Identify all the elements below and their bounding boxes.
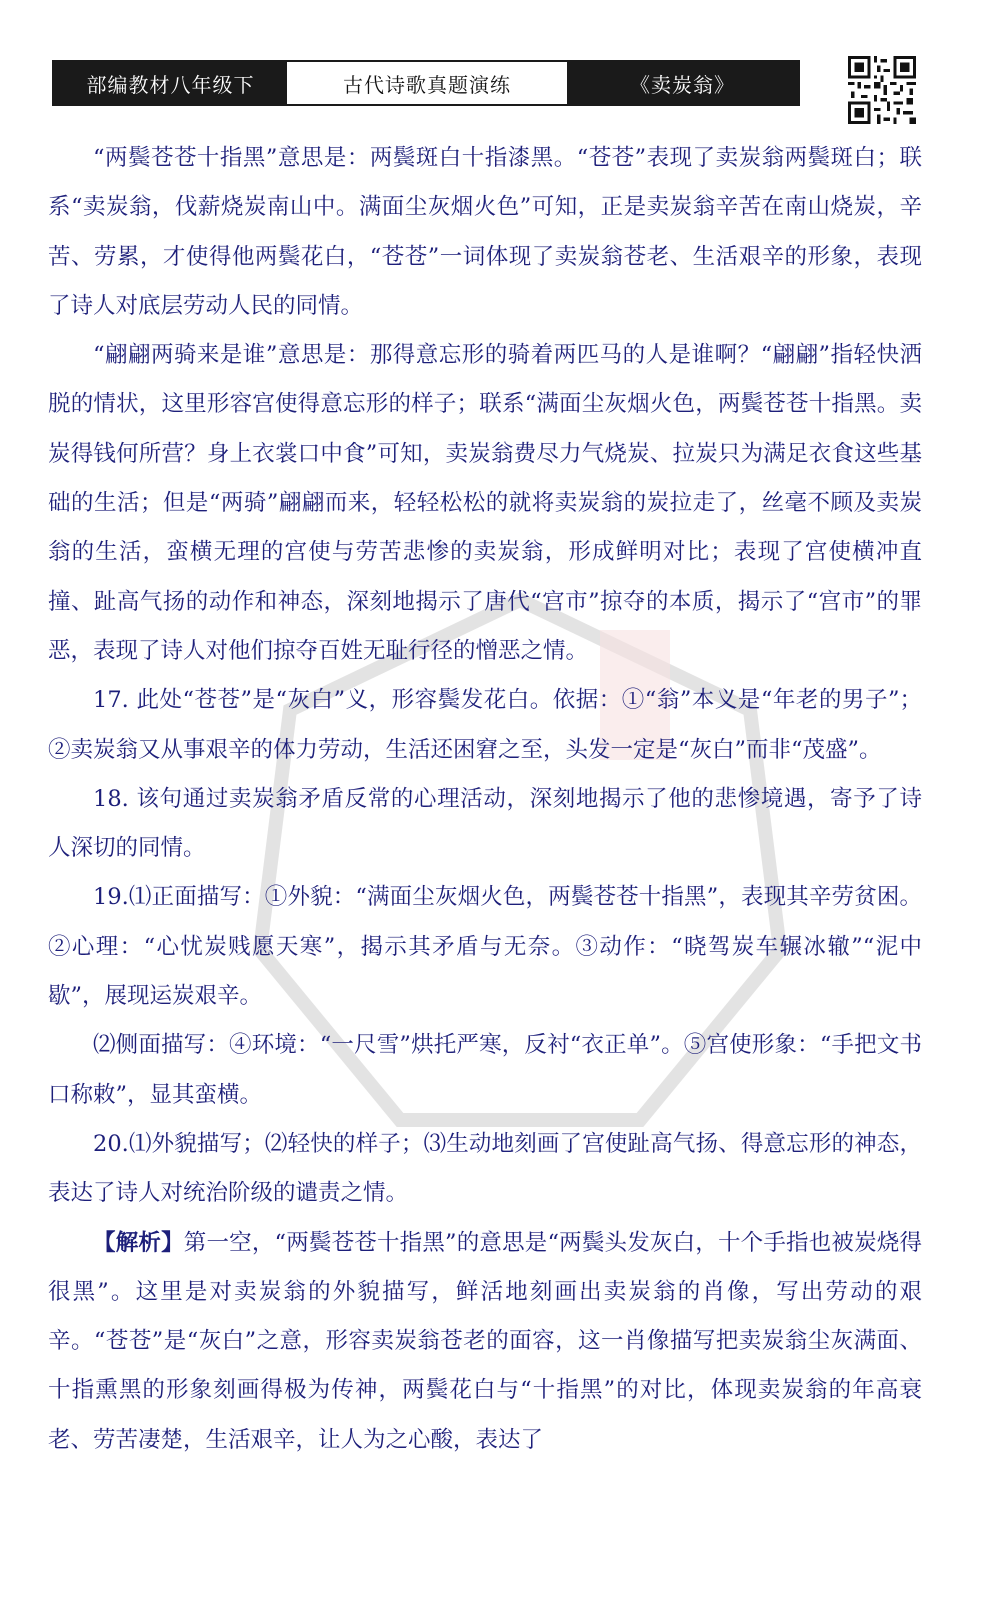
page-header — [52, 60, 800, 106]
analysis-tag: 【解析】 — [93, 1229, 184, 1256]
analysis-paragraph — [48, 1219, 922, 1465]
paragraph-1: “两鬓苍苍十指黑”意思是：两鬓斑白十指漆黑。“苍苍”表现了卖炭翁两鬓斑白；联系“卖炭翁，伐薪烧炭南山中。满面尘灰烟火色”可知，正是卖炭翁辛苦在南山烧炭，辛苦、劳累，才使得他两鬓花白，“苍苍”一词体现了卖炭翁苍老、生活艰辛的形象，表现了诗人对底层劳动人民的同情。 — [48, 145, 922, 319]
answer-19-part-2: ⑵侧面描写：④环境：“一尺雪”烘托严寒，反衬“衣正单”。⑤宫使形象：“手把文书口称敕”，显其蛮横。 — [48, 1032, 922, 1108]
answer-17: 17. 此处“苍苍”是“灰白”义，形容鬓发花白。依据：①“翁”本义是“年老的男子”；②卖炭翁又从事艰辛的体力劳动，生活还困窘之至，头发一定是“灰白”而非“茂盛”。 — [48, 687, 922, 763]
header-grade: 部编教材八年级下 — [54, 62, 287, 104]
analysis-text: 第一空，“两鬓苍苍十指黑”的意思是“两鬓头发灰白，十个手指也被炭烧得很黑”。这里是对卖炭翁的外貌描写，鲜活地刻画出卖炭翁的肖像，写出劳动的艰辛。“苍苍”是“灰白”之意，形容卖炭翁苍老的面容，这一肖像描写把卖炭翁尘灰满面、十指熏黑的形象刻画得极为传神，两鬓花白与“十指黑”的对比，体现卖炭翁的年高衰老、劳苦凄楚，生活艰辛，让人为之心酸，表达了 — [48, 1229, 922, 1453]
paragraph-2: “翩翩两骑来是谁”意思是：那得意忘形的骑着两匹马的人是谁啊？“翩翩”指轻快洒脱的情状，这里形容宫使得意忘形的样子；联系“满面尘灰烟火色，两鬓苍苍十指黑。卖炭得钱何所营？身上衣裳口中食”可知，卖炭翁费尽力气烧炭、拉炭只为满足衣食这些基础的生活；但是“两骑”翩翩而来，轻轻松松的就将卖炭翁的炭拉走了，丝毫不顾及卖炭翁的生活，蛮横无理的宫使与劳苦悲惨的卖炭翁，形成鲜明对比；表现了宫使横冲直撞、趾高气扬的动作和神态，深刻地揭示了唐代“宫市”掠夺的本质，揭示了“宫市”的罪恶，表现了诗人对他们掠夺百姓无耻行径的憎恶之情。 — [48, 342, 922, 664]
header-section-title: 古代诗歌真题演练 — [287, 62, 567, 104]
header-poem-title: 《卖炭翁》 — [567, 62, 798, 104]
qr-code-icon — [848, 56, 916, 124]
answer-20: 20.⑴外貌描写；⑵轻快的样子；⑶生动地刻画了宫使趾高气扬、得意忘形的神态，表达了诗人对统治阶级的谴责之情。 — [48, 1130, 922, 1207]
answer-19-part-1: 19.⑴正面描写：①外貌：“满面尘灰烟火色，两鬓苍苍十指黑”，表现其辛劳贫困。②心理：“心忧炭贱愿天寒”，揭示其矛盾与无奈。③动作：“晓驾炭车辗冰辙”“泥中歇”，展现运炭艰辛。 — [48, 884, 922, 1010]
answer-content — [48, 134, 922, 1465]
answer-18: 18. 该句通过卖炭翁矛盾反常的心理活动，深刻地揭示了他的悲惨境遇，寄予了诗人深切的同情。 — [48, 785, 922, 862]
